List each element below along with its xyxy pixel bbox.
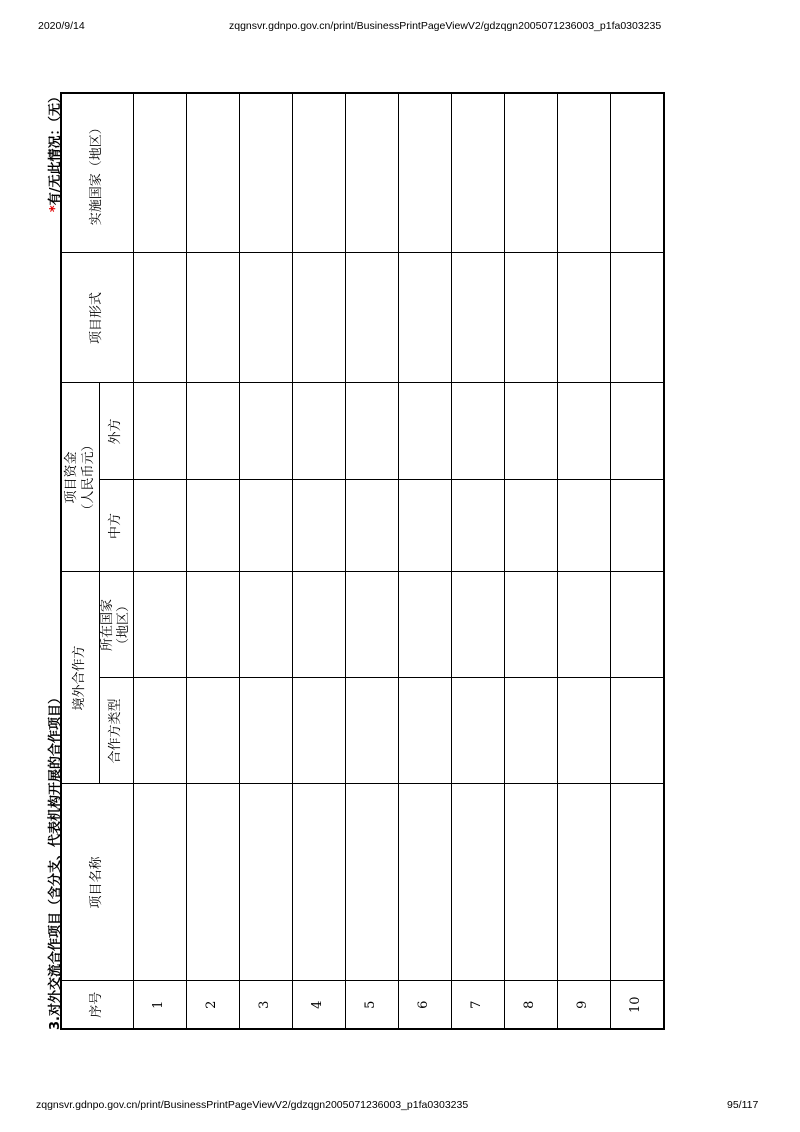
partner-type-cell (610, 678, 664, 784)
project-name-cell (610, 784, 664, 981)
impl-country-cell (186, 93, 239, 253)
partner-type-cell (557, 678, 610, 784)
project-name-cell (292, 784, 345, 981)
table-row (451, 93, 504, 1029)
table-row (186, 93, 239, 1029)
partner-country-line2: （地区） (116, 599, 132, 652)
project-name-cell (398, 784, 451, 981)
partner-type-cell (398, 678, 451, 784)
rotated-page-content (44, 90, 684, 1030)
partner-country-line1: 所在国家 (100, 599, 115, 652)
partner-country-cell (133, 572, 186, 678)
funds-foreign-cell (451, 383, 504, 480)
funds-china-cell (345, 480, 398, 572)
funds-foreign-cell (292, 383, 345, 480)
row-number: 5 (345, 981, 398, 1029)
partner-type-cell (345, 678, 398, 784)
project-form-cell (239, 253, 292, 383)
funds-china-cell (610, 480, 664, 572)
header-overseas-partner: 境外合作方 (61, 572, 100, 784)
funds-foreign-cell (345, 383, 398, 480)
partner-type-cell (239, 678, 292, 784)
row-number: 3 (239, 981, 292, 1029)
partner-country-cell (186, 572, 239, 678)
funds-foreign-cell (398, 383, 451, 480)
header-row-1 (61, 93, 100, 1029)
project-form-cell (610, 253, 664, 383)
partner-country-cell (345, 572, 398, 678)
partner-country-cell (292, 572, 345, 678)
partner-country-cell (504, 572, 557, 678)
funds-china-cell (504, 480, 557, 572)
project-form-cell (451, 253, 504, 383)
funds-foreign-cell (504, 383, 557, 480)
partner-country-cell (557, 572, 610, 678)
project-name-cell (345, 784, 398, 981)
row-number: 10 (610, 981, 664, 1029)
row-number: 7 (451, 981, 504, 1029)
impl-country-cell (133, 93, 186, 253)
funds-line1: 项目资金 (64, 451, 80, 504)
project-form-cell (133, 253, 186, 383)
header-partner-type: 合作方类型 (100, 678, 134, 784)
header-funds-foreign: 外方 (100, 383, 134, 480)
project-form-cell (398, 253, 451, 383)
status-value: （无） (48, 90, 63, 123)
impl-country-cell (504, 93, 557, 253)
header-partner-country (100, 572, 134, 678)
funds-china-cell (398, 480, 451, 572)
table-row (345, 93, 398, 1029)
print-url-footer: zqgnsvr.gdnpo.gov.cn/print/BusinessPrintPageViewV2/gdzqgn2005071236003_p1fa0303235 (36, 1099, 469, 1111)
funds-china-cell (186, 480, 239, 572)
row-number: 9 (557, 981, 610, 1029)
table-row (504, 93, 557, 1029)
status-label: 有/无此情况： (48, 122, 63, 206)
impl-country-cell (557, 93, 610, 253)
print-url-header: zqgnsvr.gdnpo.gov.cn/print/BusinessPrintPageViewV2/gdzqgn2005071236003_p1fa0303235 (229, 20, 662, 32)
row-number: 1 (133, 981, 186, 1029)
project-form-cell (345, 253, 398, 383)
funds-foreign-cell (133, 383, 186, 480)
impl-country-cell (610, 93, 664, 253)
impl-country-cell (292, 93, 345, 253)
impl-country-cell (398, 93, 451, 253)
partner-country-cell (398, 572, 451, 678)
print-date: 2020/9/14 (38, 20, 85, 32)
funds-china-cell (239, 480, 292, 572)
funds-foreign-cell (239, 383, 292, 480)
partner-type-cell (451, 678, 504, 784)
partner-country-cell (451, 572, 504, 678)
funds-china-cell (451, 480, 504, 572)
table-row (557, 93, 610, 1029)
header-impl-country: 实施国家（地区） (61, 93, 133, 253)
row-number: 2 (186, 981, 239, 1029)
project-name-cell (239, 784, 292, 981)
table-row (292, 93, 345, 1029)
header-project-funds (61, 383, 100, 572)
funds-foreign-cell (186, 383, 239, 480)
impl-country-cell (345, 93, 398, 253)
section-title: 3.对外交流合作项目（含分支、代表机构开展的合作项目） (48, 691, 63, 1030)
funds-china-cell (133, 480, 186, 572)
header-project-form: 项目形式 (61, 253, 133, 383)
funds-foreign-cell (610, 383, 664, 480)
partner-country-cell (610, 572, 664, 678)
row-number: 8 (504, 981, 557, 1029)
row-number: 6 (398, 981, 451, 1029)
project-name-cell (186, 784, 239, 981)
header-project-name: 项目名称 (61, 784, 133, 981)
project-name-cell (133, 784, 186, 981)
project-form-cell (557, 253, 610, 383)
funds-china-cell (292, 480, 345, 572)
table-row (610, 93, 664, 1029)
table-row (398, 93, 451, 1029)
project-name-cell (504, 784, 557, 981)
project-name-cell (451, 784, 504, 981)
partner-type-cell (186, 678, 239, 784)
header-funds-china: 中方 (100, 480, 134, 572)
impl-country-cell (239, 93, 292, 253)
page-number: 95/117 (727, 1099, 759, 1111)
project-name-cell (557, 784, 610, 981)
partner-type-cell (504, 678, 557, 784)
project-form-cell (292, 253, 345, 383)
required-star: * (48, 205, 63, 213)
table-row (239, 93, 292, 1029)
cooperation-projects-table (60, 92, 665, 1030)
table-row (133, 93, 186, 1029)
funds-foreign-cell (557, 383, 610, 480)
funds-china-cell (557, 480, 610, 572)
impl-country-cell (451, 93, 504, 253)
partner-type-cell (133, 678, 186, 784)
partner-country-cell (239, 572, 292, 678)
header-seq: 序号 (61, 981, 133, 1029)
row-number: 4 (292, 981, 345, 1029)
funds-line2: （人民币元） (80, 438, 96, 517)
project-form-cell (504, 253, 557, 383)
partner-type-cell (292, 678, 345, 784)
project-form-cell (186, 253, 239, 383)
